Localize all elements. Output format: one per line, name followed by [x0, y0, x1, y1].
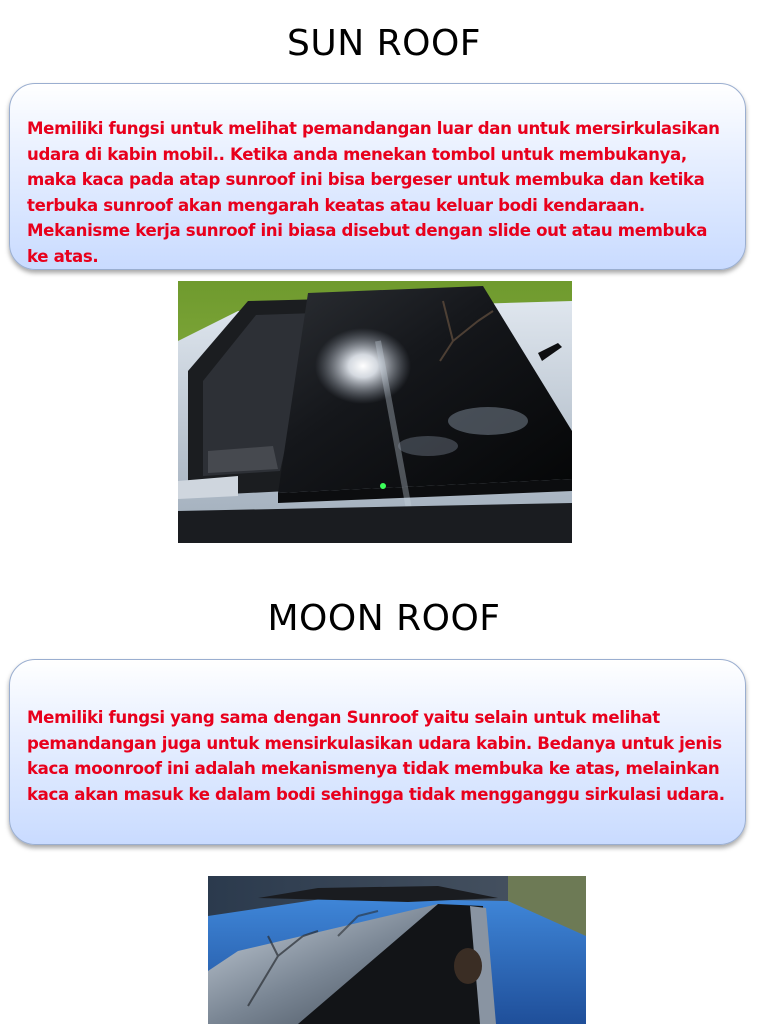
- sunroof-description-box: [9, 83, 746, 270]
- sunroof-description: Memiliki fungsi untuk melihat pemandangan luar dan untuk mersirkulasikan udara di kabin mobil.. Ketika anda menekan tombol untuk membukanya, maka kaca pada atap sunroof ini bisa bergeser untuk membuka dan ketika terbuka sunroof akan mengarah keatas atau keluar bodi kendaraan. Mekanisme kerja sunroof ini biasa disebut dengan slide out atau membuka ke atas.: [27, 119, 720, 266]
- moonroof-title: MOON ROOF: [267, 598, 501, 639]
- sunroof-photo: [178, 281, 572, 543]
- sunroof-title: SUN ROOF: [287, 23, 481, 64]
- moonroof-description: Memiliki fungsi yang sama dengan Sunroof yaitu selain untuk melihat pemandangan juga untuk mensirkulasikan udara kabin. Bedanya untuk jenis kaca moonroof ini adalah mekanismenya tidak membuka ke atas, melainkan kaca akan masuk ke dalam bodi sehingga tidak mengganggu sirkulasi udara.: [27, 708, 725, 804]
- moonroof-photo: [208, 876, 586, 1024]
- moonroof-description-box: [9, 659, 746, 845]
